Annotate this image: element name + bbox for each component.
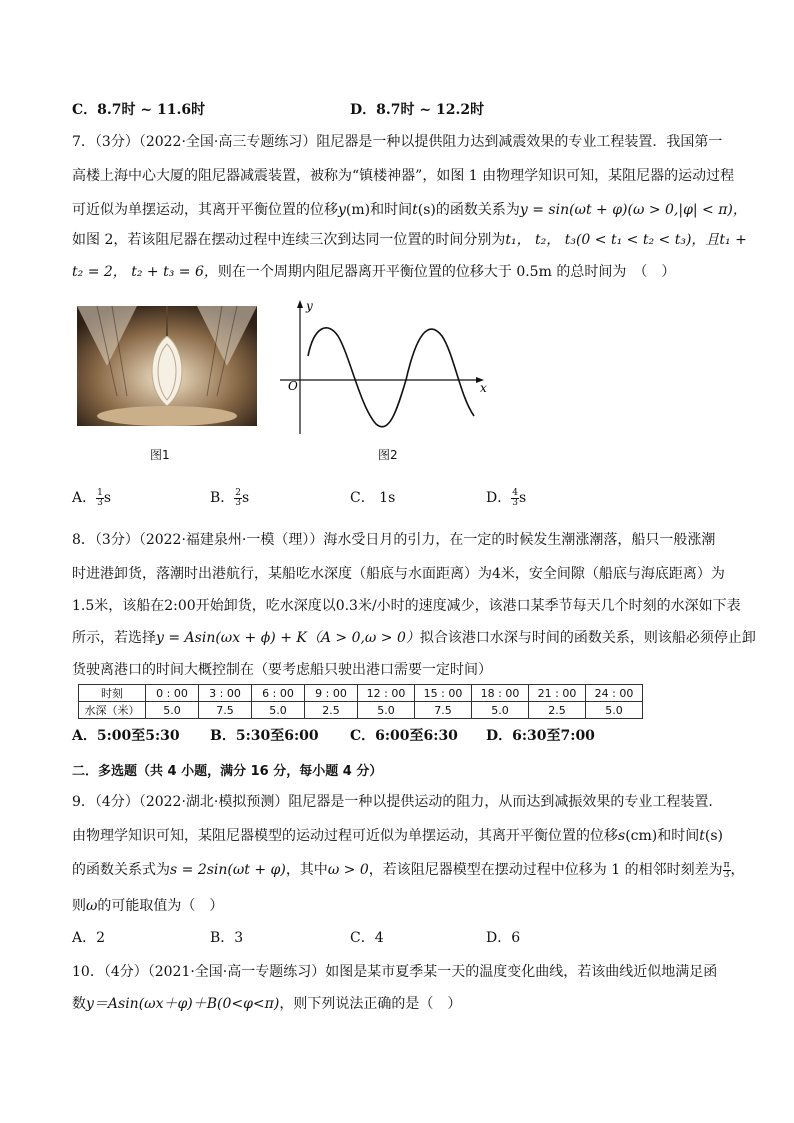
q7-line-3: 可近似为单摆运动，其离开平衡位置的位移y(m)和时间t(s)的函数关系为y = sin(ωt + φ)(ω > 0,|φ| < π)， (72, 202, 747, 218)
q10-line-2: 数y＝Asin(ωx＋φ)＋B(0<φ<π)，则下列说法正确的是（ ） (72, 996, 462, 1012)
axis-y-label: y (306, 299, 313, 313)
q9-line-4: 则ω的可能取值为（ ） (72, 898, 224, 914)
table-row (79, 702, 643, 719)
table-cell: 5.0 (252, 702, 305, 719)
q9-line-3: 的函数关系式为s = 2sin(ωt + φ)，其中ω > 0，若该阻尼器模型在摆动过程中位移为 1 的相邻时刻差为 $\frac{\pi}{3}$ ， (72, 859, 745, 880)
table-cell: 5.0 (358, 702, 415, 719)
table-cell: 18 : 00 (472, 685, 529, 702)
sine-curve (308, 328, 474, 427)
q8-option-a: A．5:00至5:30 (72, 728, 180, 744)
q8-option-c: C．6:00至6:30 (350, 728, 458, 744)
table-cell: 2.5 (529, 702, 586, 719)
table-header-depth: 水深（米） (79, 702, 146, 719)
q8-line-5: 货驶离港口的时间大概控制在（要考虑船只驶出港口需要一定时间） (72, 662, 492, 678)
q7-line-4: 如图 2，若该阻尼器在摆动过程中连续三次到达同一位置的时间分别为t₁， t₂， t₃(0 < t₁ < t₂ < t₃)，且t₁ + (72, 232, 747, 248)
q9-option-a: A．2 (72, 930, 106, 946)
table-cell: 2.5 (305, 702, 358, 719)
table-cell: 5.0 (146, 702, 199, 719)
table-cell: 7.5 (199, 702, 252, 719)
table-cell: 9 : 00 (305, 685, 358, 702)
q6-option-c: C．8.7时 ~ 11.6时 (72, 102, 206, 118)
table-cell: 5.0 (586, 702, 643, 719)
table-cell: 0 : 00 (146, 685, 199, 702)
q8-line-3: 1.5米，该船在2:00开始卸货，吃水深度以0.3米/小时的速度减少，该港口某季节每天几个时刻的水深如下表 (72, 598, 741, 614)
table-cell: 12 : 00 (358, 685, 415, 702)
q9-line-1: 9．（4分）（2022·湖北·模拟预测）阻尼器是一种以提供运动的阻力，从而达到减振效果的专业工程装置. (72, 794, 713, 810)
origin-label: O (288, 379, 298, 393)
q9-option-b: B．3 (210, 930, 244, 946)
table-cell: 21 : 00 (529, 685, 586, 702)
q9-option-d: D．6 (486, 930, 521, 946)
figure-2-caption: 图2 (378, 448, 398, 462)
q6-option-d: D．8.7时 ~ 12.2时 (350, 102, 485, 118)
q7-line-2: 高楼上海中心大厦的阻尼器减震装置，被称为“镇楼神器”，如图 1 由物理学知识可知，某阻尼器的运动过程 (72, 168, 735, 184)
q8-line-1: 8．（3分）（2022·福建泉州·一模（理））海水受日月的引力，在一定的时候发生潮涨潮落，船只一般涨潮 (72, 532, 716, 548)
q8-line-4: 所示，若选择y = Asin(ωx + ϕ) + K（A > 0,ω > 0）拟合该港口水深与时间的函数关系，则该船必须停止卸 (72, 630, 756, 646)
q9-option-c: C．4 (350, 930, 384, 946)
table-cell: 15 : 00 (415, 685, 472, 702)
section-title-multiple-choice: 二．多选题（共 4 小题，满分 16 分，每小题 4 分） (72, 764, 383, 779)
table-row (79, 685, 643, 702)
tide-table (78, 684, 643, 719)
figure-2-graph (278, 296, 492, 436)
q7-line-1: 7．（3分）（2022·全国·高三专题练习）阻尼器是一种以提供阻力达到减震效果的专业工程装置．我国第一 (72, 134, 723, 150)
q9-line-2: 由物理学知识可知，某阻尼器模型的运动过程可近似为单摆运动，其离开平衡位置的位移s(cm)和时间t(s) (72, 828, 723, 844)
q7-option-c: C． 1s (350, 490, 396, 506)
table-cell: 6 : 00 (252, 685, 305, 702)
table-cell: 24 : 00 (586, 685, 643, 702)
table-cell: 7.5 (415, 702, 472, 719)
q8-option-d: D．6:30至7:00 (486, 728, 595, 744)
table-header-time: 时刻 (79, 685, 146, 702)
table-cell: 3 : 00 (199, 685, 252, 702)
q7-option-d: D． $\frac{4}{3}$ s (486, 487, 527, 508)
q7-line-5: t₂ = 2， t₂ + t₃ = 6，则在一个周期内阻尼器离开平衡位置的位移大于 0.5m 的总时间为 （ ） (72, 264, 676, 280)
q10-line-1: 10．（4分）（2021·全国·高一专题练习）如图是某市夏季某一天的温度变化曲线，若该曲线近似地满足函 (72, 964, 718, 980)
axis-x-label: x (480, 381, 487, 395)
figure-1-caption: 图1 (150, 448, 170, 462)
q7-option-a: A． $\frac{1}{3}$ s (72, 487, 112, 508)
q7-option-b: B． $\frac{2}{3}$ s (210, 487, 250, 508)
q8-line-2: 时进港卸货，落潮时出港航行，某船吃水深度（船底与水面距离）为4米，安全间隙（船底与海底距离）为 (72, 566, 725, 582)
table-cell: 5.0 (472, 702, 529, 719)
q8-option-b: B．5:30至6:00 (210, 728, 319, 744)
figure-1-photo (77, 306, 257, 426)
